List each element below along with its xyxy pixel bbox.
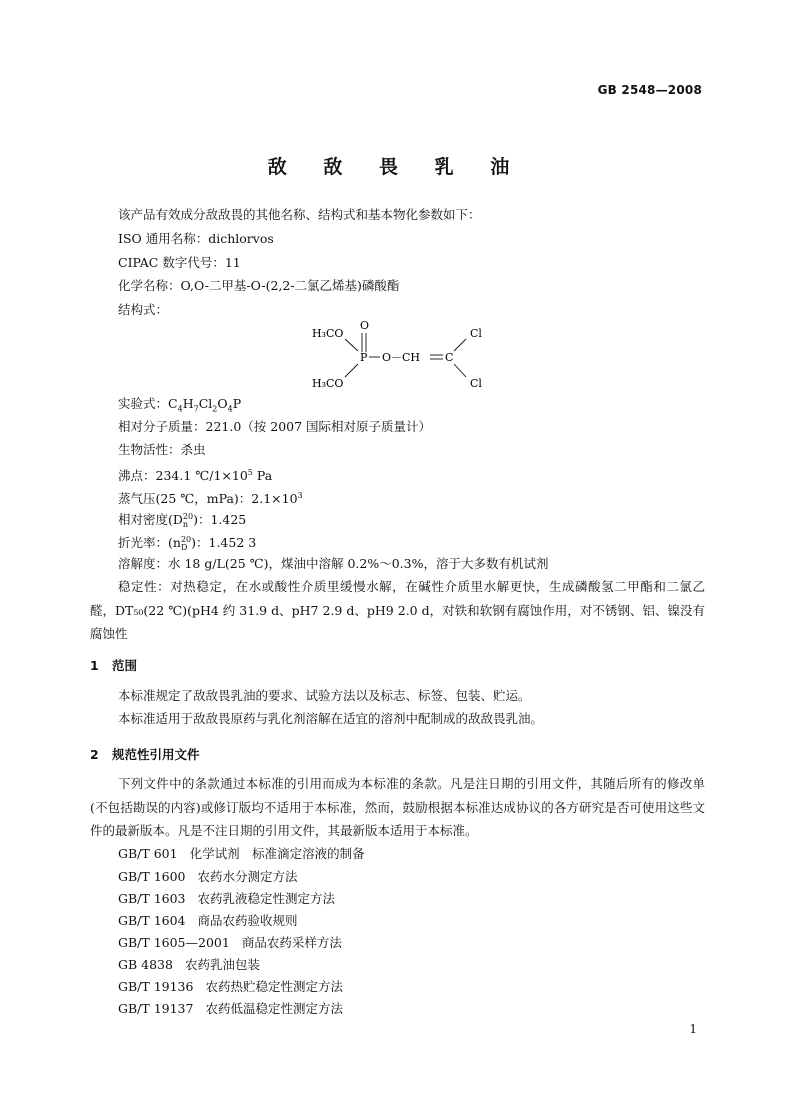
vinyl-carbon: C xyxy=(445,351,454,364)
solubility: 溶解度：水 18 g/L(25 ℃)，煤油中溶解 0.2%～0.3%，溶于大多数有机试剂 xyxy=(118,556,549,571)
chlorine-top: Cl xyxy=(470,327,482,340)
reference-item: GB/T 1605—2001 商品农药采样方法 xyxy=(118,935,342,950)
page-title: 敌 敌 畏 乳 油 xyxy=(267,156,525,178)
chemical-name: 化学名称：O,O-二甲基-O-(2,2-二氯乙烯基)磷酸酯 xyxy=(118,278,400,293)
boiling-point: 沸点：234.1 $℃/1\times 10^5$ Pa xyxy=(118,468,273,484)
bioactivity: 生物活性：杀虫 xyxy=(118,442,206,457)
molecular-weight: 相对分子质量：221.0（按 2007 国际相对原子质量计） xyxy=(118,419,432,434)
structural-formula xyxy=(0,0,792,400)
oxy-vinyl-chain: O－CH xyxy=(382,351,421,364)
reference-item: GB/T 19136 农药热贮稳定性测定方法 xyxy=(118,979,343,994)
chlorine-bottom: Cl xyxy=(470,377,482,390)
scope-paragraph-2: 本标准适用于敌敌畏原药与乳化剂溶解在适宜的溶剂中配制成的敌敌畏乳油。 xyxy=(118,711,544,726)
structure-label: 结构式： xyxy=(118,302,169,317)
vapor-pressure: 蒸气压(25 ℃，mPa)：$2.1\times 10^3$ xyxy=(118,491,303,507)
methoxy-bottom: H₃CO xyxy=(312,377,344,390)
section-1-heading: 1 范围 xyxy=(90,658,138,673)
page-number: 1 xyxy=(689,1022,697,1036)
cipac-code: CIPAC 数字代号：11 xyxy=(118,255,241,270)
phosphorus-atom: P xyxy=(360,351,368,364)
reference-item: GB/T 1603 农药乳液稳定性测定方法 xyxy=(118,891,336,906)
refractive-index: 折光率：(n20 D )：1.452 3 xyxy=(118,534,257,552)
reference-item: GB/T 1604 商品农药验收规则 xyxy=(118,913,298,928)
references-paragraph: 下列文件中的条款通过本标准的引用而成为本标准的条款。凡是注日期的引用文件，其随后所有的修改单(不包括勘误的内容)或修订版均不适用于本标准，然而，鼓励根据本标准达成协议的各方研究是否可使用这些文件的最新版本。凡是不注日期的引用文件，其最新版本适用于本标准。 xyxy=(90,776,705,838)
reference-item: GB 4838 农药乳油包装 xyxy=(118,957,260,972)
reference-item: GB/T 19137 农药低温稳定性测定方法 xyxy=(118,1001,343,1016)
reference-item: GB/T 1600 农药水分测定方法 xyxy=(118,869,298,884)
stability: 稳定性：对热稳定，在水或酸性介质里缓慢水解，在碱性介质里水解更快，生成磷酸氢二甲酯和二氯乙醛，DT₅₀(22 ℃)(pH4 约 31.9 d、pH7 2.9 d、pH9 2.0 d，对铁和软钢有腐蚀作用，对不锈钢、铝、镍没有腐蚀性 xyxy=(90,579,705,641)
reference-item: GB/T 601 化学试剂 标准滴定溶液的制备 xyxy=(118,846,365,861)
standard-code: GB 2548—2008 xyxy=(597,83,702,97)
relative-density: 相对密度(D20 n )：1.425 xyxy=(118,511,247,529)
double-bond-oxygen: O xyxy=(360,319,370,332)
methoxy-top: H₃CO xyxy=(312,327,344,340)
intro-lead: 该产品有效成分敌敌畏的其他名称、结构式和基本物化参数如下： xyxy=(118,207,481,222)
section-2-heading: 2 规范性引用文件 xyxy=(90,747,200,762)
scope-paragraph-1: 本标准规定了敌敌畏乳油的要求、试验方法以及标志、标签、包装、贮运。 xyxy=(118,688,531,703)
empirical-formula: 实验式：$C_4H_7Cl_2O_4P$ xyxy=(118,396,242,414)
iso-name: ISO 通用名称：dichlorvos xyxy=(118,231,274,246)
